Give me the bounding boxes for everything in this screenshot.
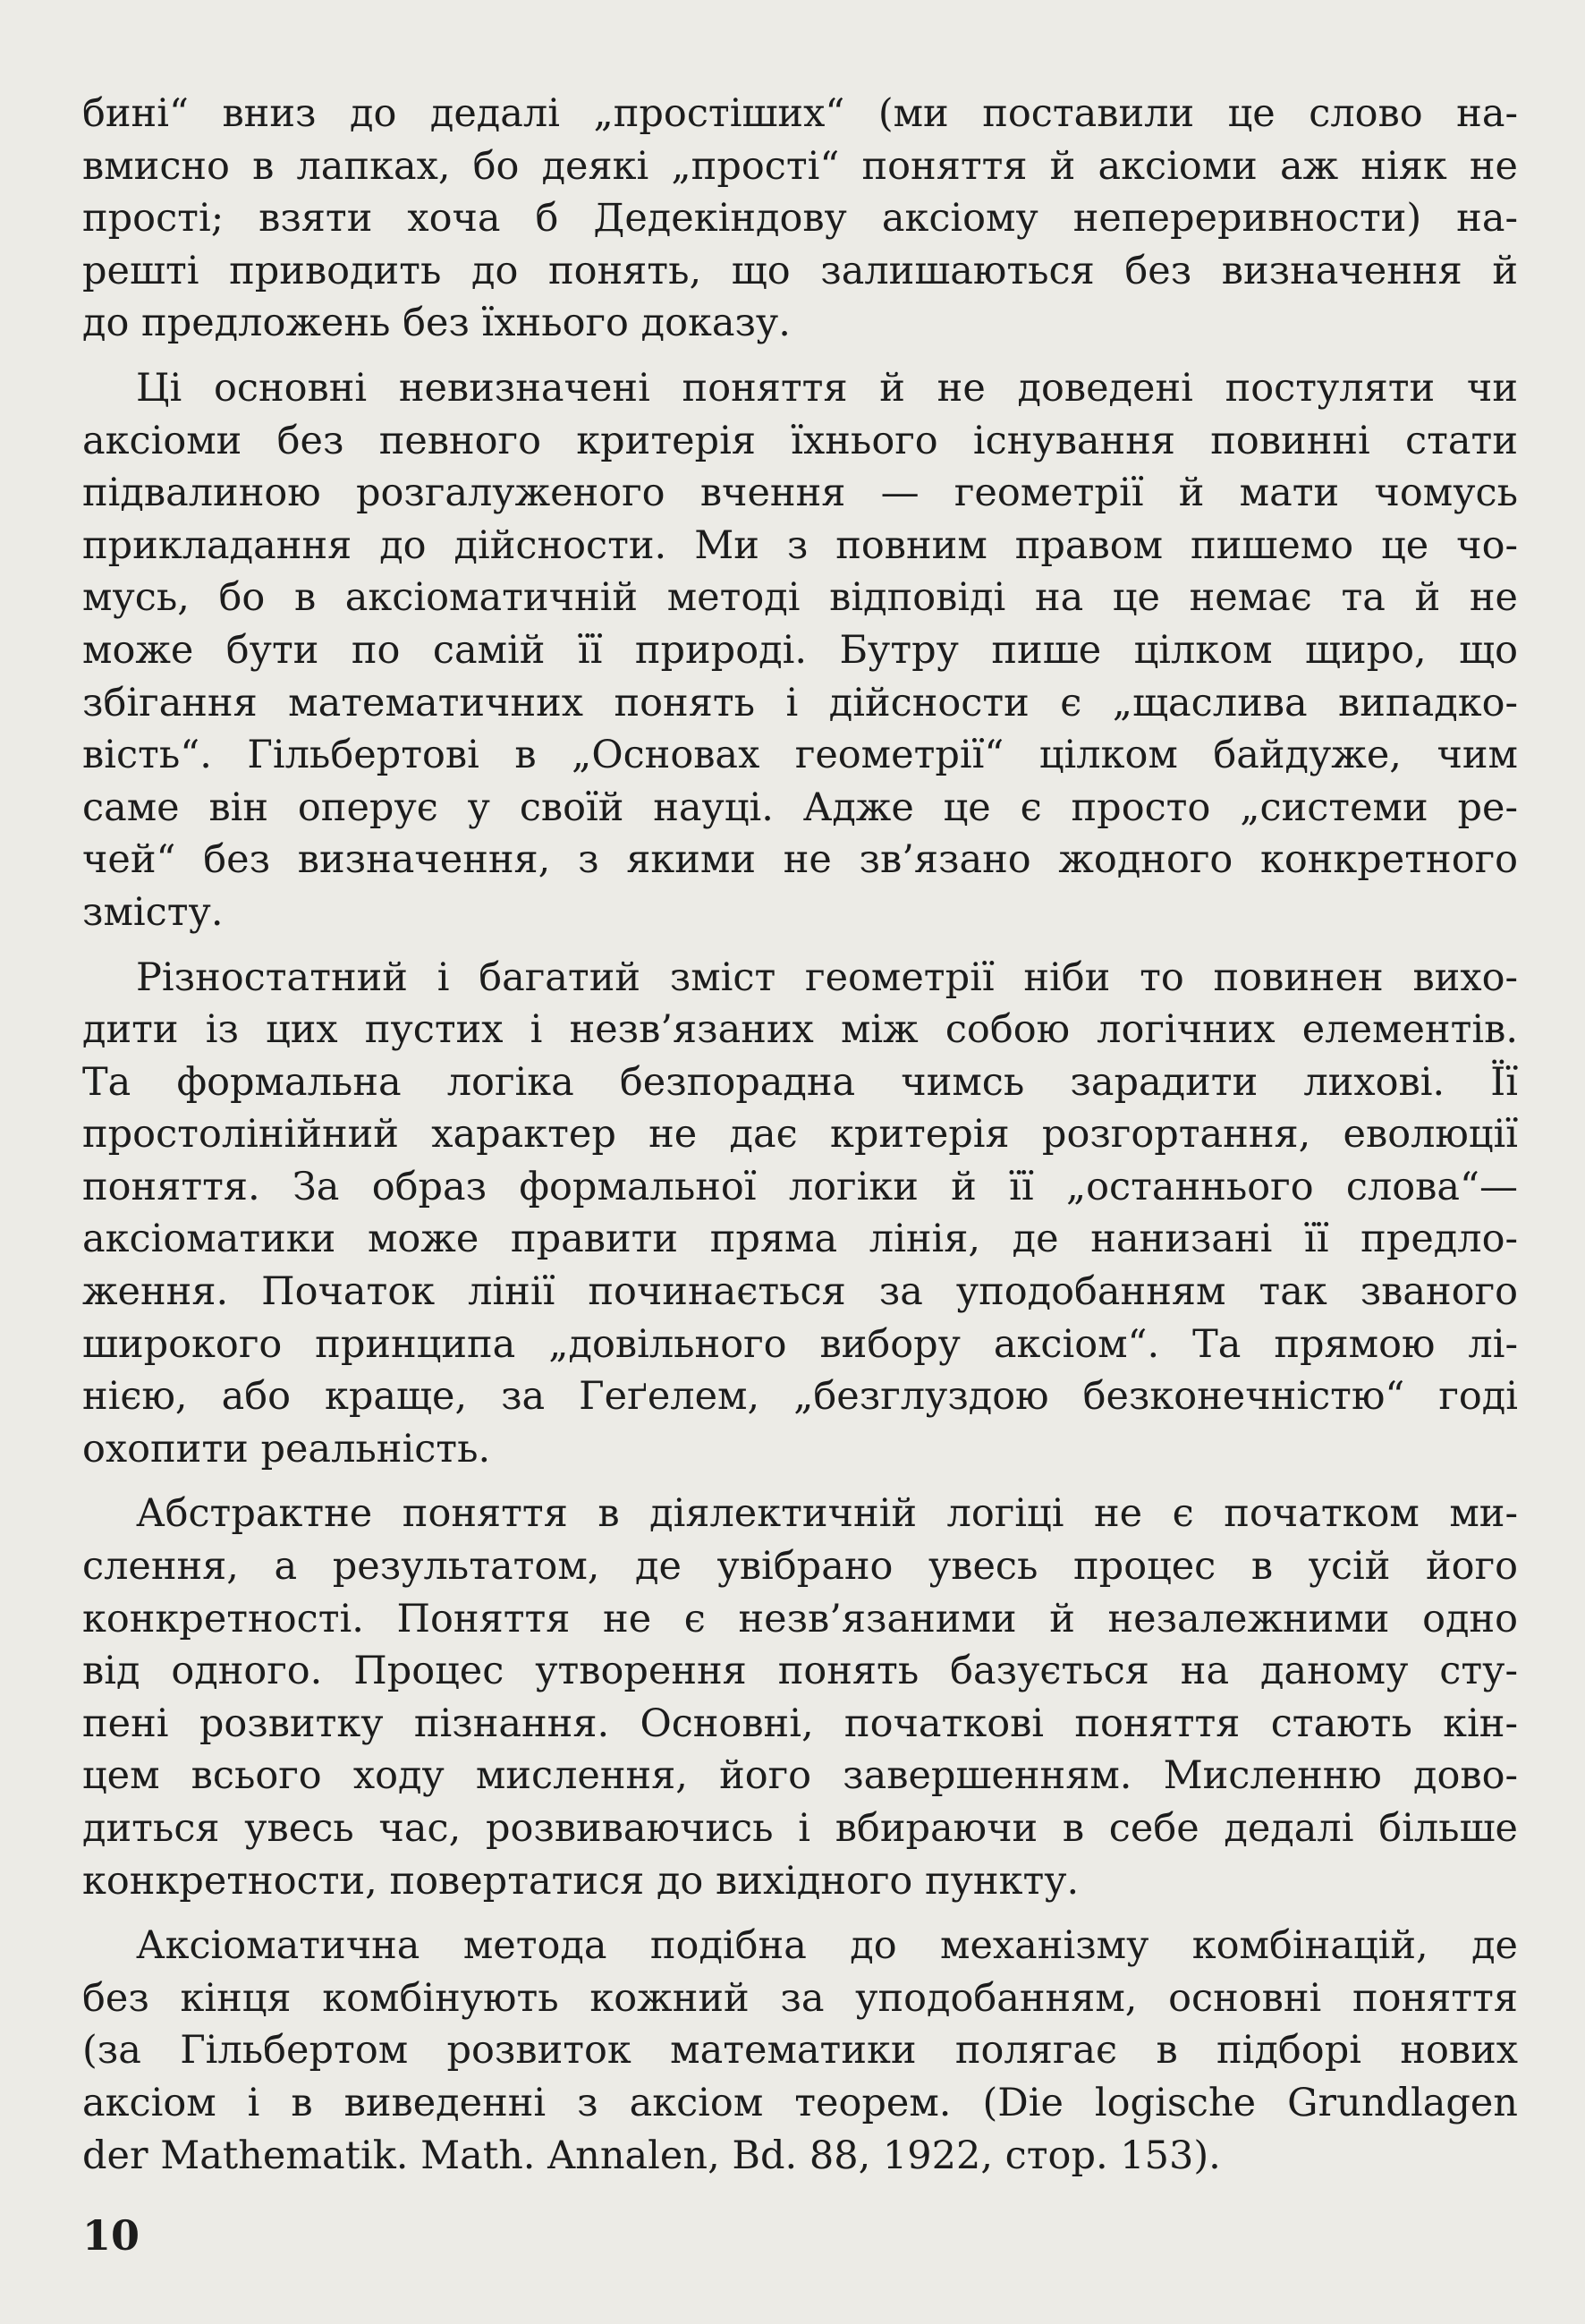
text-line: диться увесь час, розвиваючись і вбираючи в себе дедалі більше: [82, 1806, 1518, 1851]
paragraph-1: [82, 88, 1518, 350]
text-line: слення, а результатом, де увібрано увесь процес в усій його: [82, 1544, 1518, 1590]
text-line: дити із цих пустих і незв’язаних між собою логічних елементів.: [82, 1007, 1518, 1053]
text-line: Різностатний і багатий зміст геометрії ніби то повинен вихо-: [136, 954, 1518, 1000]
text-line: без кінця комбінують кожний за уподобанням, основні поняття: [82, 1975, 1518, 2021]
text-line: вмисно в лапках, бо деякі „прості“ поняття й аксіоми аж ніяк не: [82, 143, 1518, 189]
text-line: охопити реальність.: [82, 1426, 491, 1472]
text-line: мусь, бо в аксіоматичній методі відповіді на це немає та й не: [82, 575, 1518, 621]
page-number: 10: [82, 2211, 140, 2260]
text-line: Ці основні невизначені поняття й не доведені постуляти чи: [136, 365, 1518, 411]
text-line: der Mathematik. Math. Annalen, Bd. 88, 1922, стор. 153).: [82, 2133, 1221, 2178]
text-line: Аксіоматична метода подібна до механізму комбінацій, де: [136, 1923, 1518, 1969]
text-line: аксіом і в виведенні з аксіом теорем. (Die logische Grundlagen: [82, 2080, 1518, 2125]
text-line: широкого принципа „довільного вибору аксіом“. Та прямою лі-: [82, 1321, 1518, 1367]
text-line: прикладання до дійсности. Ми з повним правом пишемо це чо-: [82, 522, 1518, 568]
text-line: Та формальна логіка безпорадна чимсь зарадити лихові. Її: [82, 1059, 1518, 1105]
text-line: ження. Початок лінії починається за уподобанням так званого: [82, 1269, 1518, 1315]
text-line: прості; взяти хоча б Дедекіндову аксіому непереривности) на-: [82, 196, 1518, 242]
text-line: простолінійний характер не дає критерія розгортання, еволюції: [82, 1112, 1518, 1158]
text-line: Абстрактне поняття в діялектичній логіці не є початком ми-: [136, 1491, 1518, 1537]
text-line: чей“ без визначення, з якими не зв’язано жодного конкретного: [82, 837, 1518, 883]
text-line: пені розвитку пізнання. Основні, початкові поняття стають кін-: [82, 1701, 1518, 1746]
paragraph-2: [82, 362, 1518, 939]
text-line: підвалиною розгалуженого вчення — геометрії й мати чомусь: [82, 471, 1518, 516]
text-line: нією, або краще, за Геґелем, „безглуздою безконечністю“ годі: [82, 1374, 1518, 1420]
paragraph-4: [82, 1488, 1518, 1907]
text-line: від одного. Процес утворення понять базується на даному сту-: [82, 1649, 1518, 1694]
paragraph-3: [82, 952, 1518, 1476]
text-line: конкретності. Поняття не є незв’язаними й незалежними одно: [82, 1596, 1518, 1641]
text-line: збігання математичних понять і дійсности є „щаслива випадко-: [82, 680, 1518, 725]
text-line: до предложень без їхнього доказу.: [82, 301, 791, 346]
text-line: цем всього ходу мислення, його завершенням. Мисленню дово-: [82, 1753, 1518, 1799]
body-text: [82, 88, 1518, 2182]
text-line: бині“ вниз до дедалі „простіших“ (ми поставили це слово на-: [82, 91, 1518, 136]
text-line: вість“. Гільбертові в „Основах геометрії“ цілком байдуже, чим: [82, 733, 1518, 778]
text-line: (за Гільбертом розвиток математики полягає в підборі нових: [82, 2028, 1518, 2074]
text-line: аксіоми без певного критерія їхнього існування повинні стати: [82, 418, 1518, 463]
text-line: саме він оперує у своїй науці. Адже це є просто „системи ре-: [82, 785, 1518, 830]
text-line: решті приводить до понять, що залишаються без визначення й: [82, 248, 1518, 293]
text-line: конкретности, повертатися до вихідного пункту.: [82, 1858, 1080, 1904]
text-line: може бути по самій її природі. Бутру пише цілком щиро, що: [82, 627, 1518, 673]
text-line: поняття. За образ формальної логіки й її „останнього слова“—: [82, 1164, 1518, 1209]
text-line: аксіоматики може правити пряма лінія, де нанизані її предло-: [82, 1217, 1518, 1262]
text-line: змісту.: [82, 889, 224, 935]
paragraph-5: [82, 1920, 1518, 2182]
